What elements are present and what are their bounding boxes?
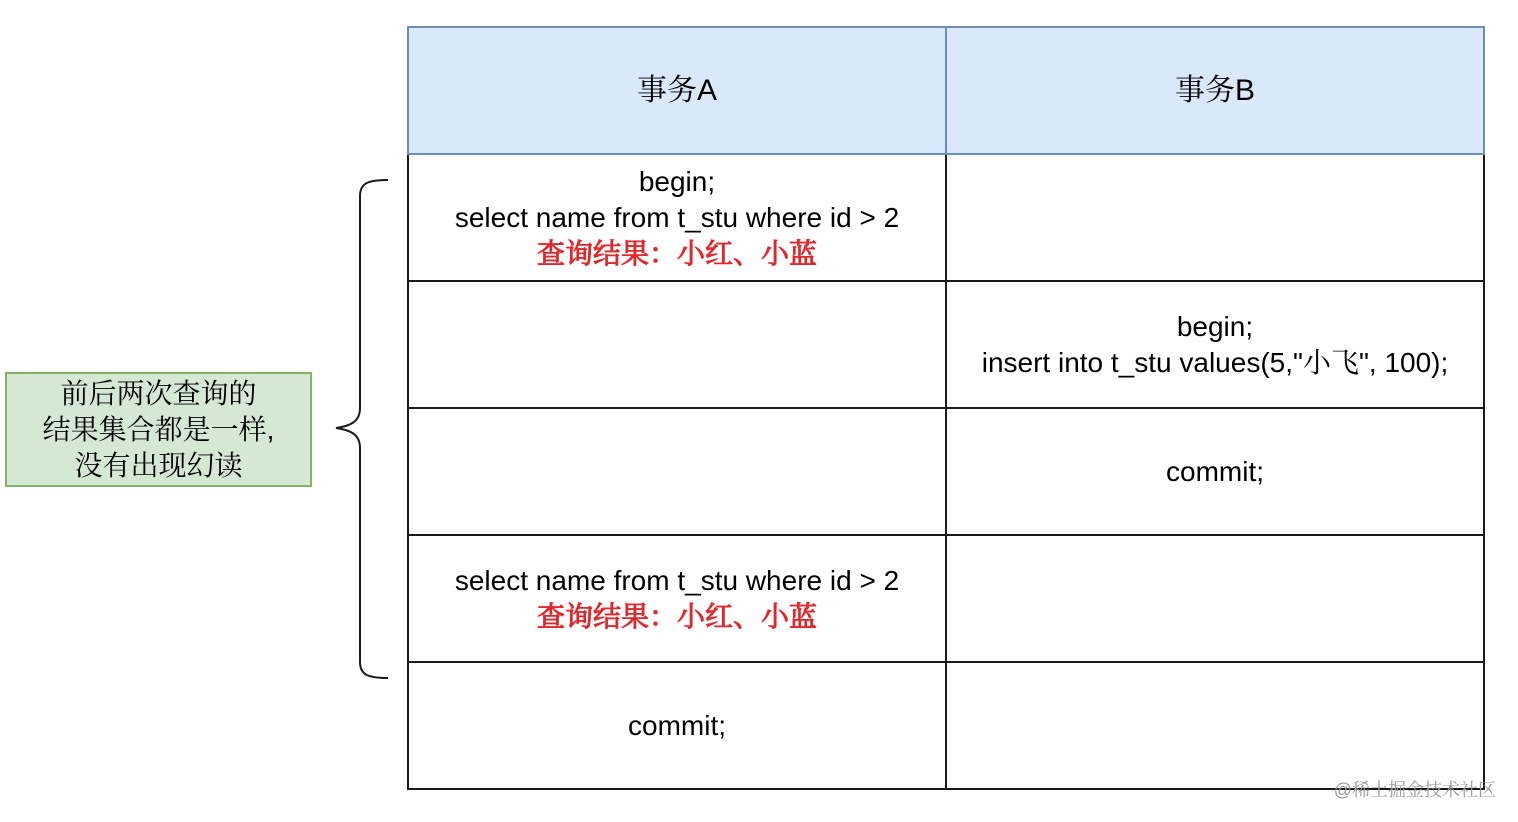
header-transaction-a: 事务A (408, 27, 946, 154)
header-transaction-b: 事务B (946, 27, 1484, 154)
conclusion-note (5, 372, 312, 487)
query-result: 查询结果：小红、小蓝 (536, 237, 817, 269)
note-line: 前后两次查询的 (60, 377, 257, 409)
sql-line: select name from t_stu where id > 2 (454, 201, 900, 233)
cell-b-step-4 (946, 535, 1484, 662)
curly-brace (330, 176, 392, 684)
cell-b-step-1 (946, 154, 1484, 281)
transaction-table (407, 26, 1485, 790)
query-result: 查询结果：小红、小蓝 (536, 600, 817, 632)
note-line: 没有出现幻读 (74, 449, 243, 481)
cell-b-step-2 (946, 281, 1484, 408)
cell-b-step-5 (946, 662, 1484, 789)
table-row (408, 281, 1484, 408)
sql-line: commit; (628, 709, 726, 741)
cell-a-step-5 (408, 662, 946, 789)
table-row (408, 154, 1484, 281)
table-row (408, 408, 1484, 535)
table-row (408, 662, 1484, 789)
cell-a-step-4 (408, 535, 946, 662)
cell-b-step-3 (946, 408, 1484, 535)
sql-line: begin; (638, 165, 716, 197)
cell-a-step-1 (408, 154, 946, 281)
note-line: 结果集合都是一样, (42, 413, 275, 445)
sql-line: insert into t_stu values(5,"小飞", 100); (981, 346, 1449, 378)
header-row (408, 27, 1484, 154)
sql-line: select name from t_stu where id > 2 (454, 564, 900, 596)
sql-line: begin; (1176, 310, 1254, 342)
sql-line: commit; (1166, 455, 1264, 487)
cell-a-step-3 (408, 408, 946, 535)
cell-a-step-2 (408, 281, 946, 408)
table-row (408, 535, 1484, 662)
watermark: @稀土掘金技术社区 (1333, 780, 1496, 800)
